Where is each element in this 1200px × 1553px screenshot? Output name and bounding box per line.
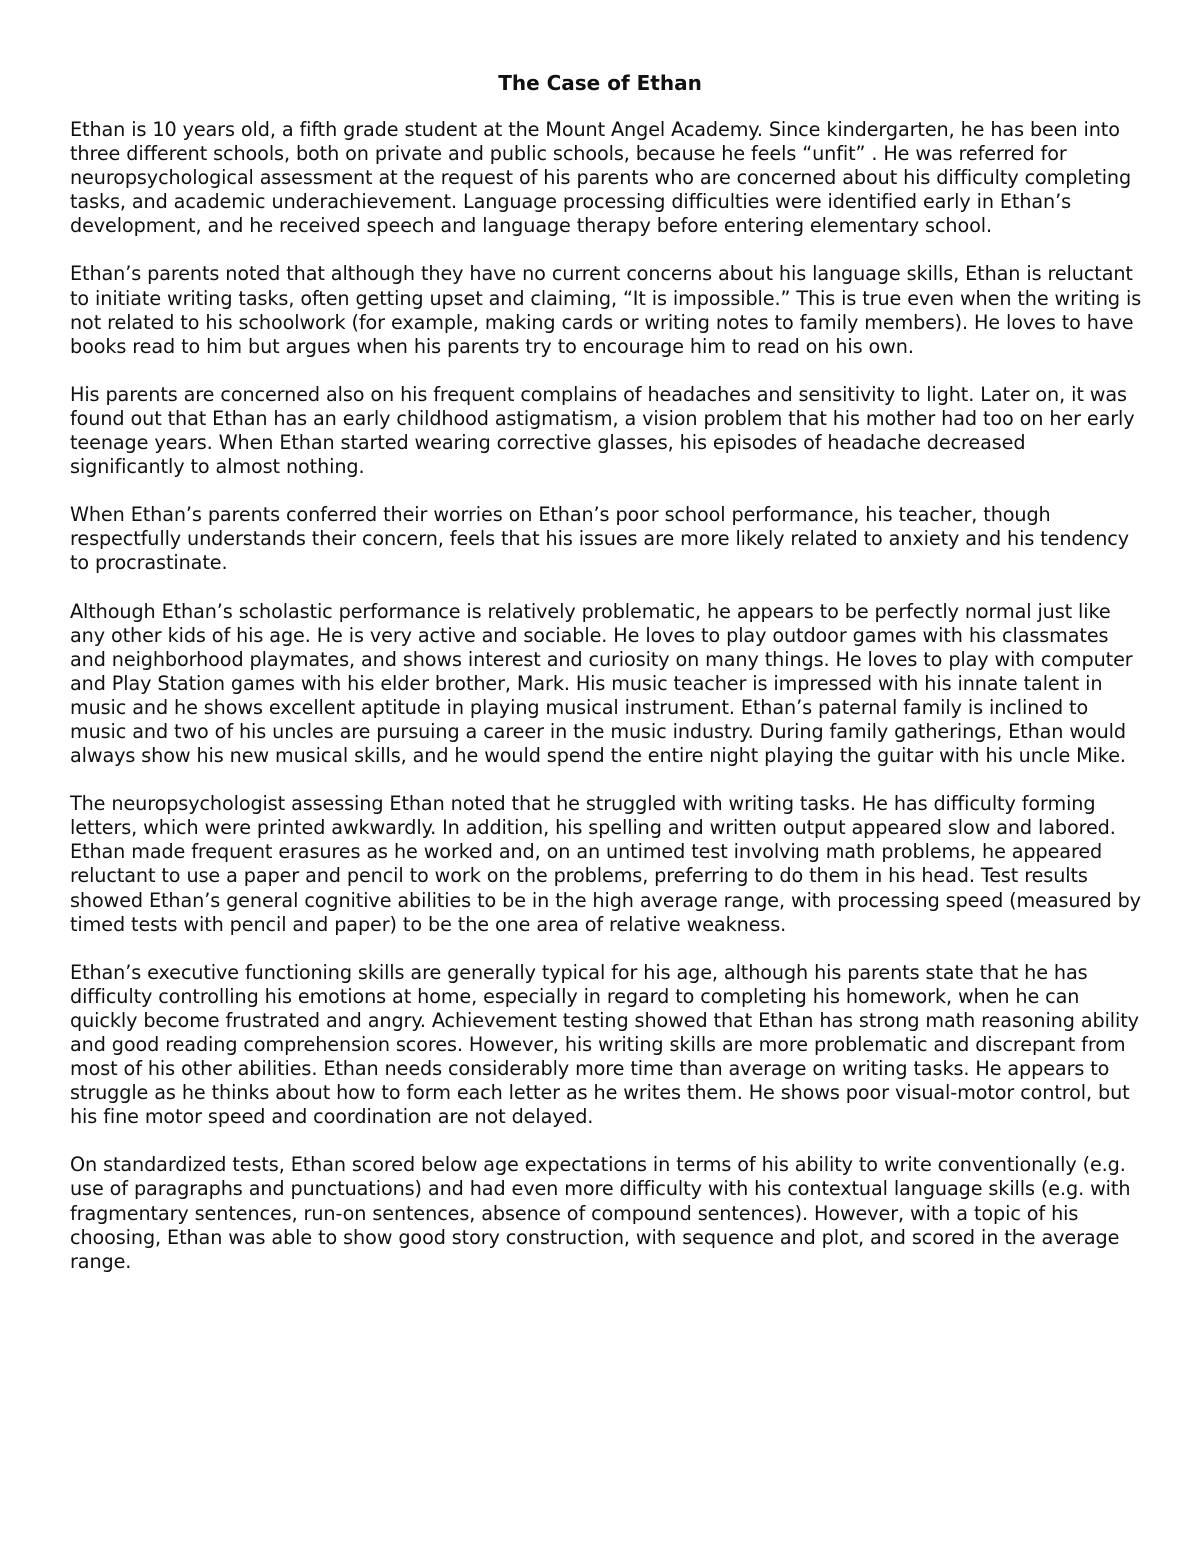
paragraph-social-music: Although Ethan’s scholastic performance is relatively problematic, he appears to be perfectly normal just like any other kids of his age. He is very active and sociable. He loves to play outdoor games with his classmates and neighborhood playmates, and shows interest and curiosity on many things. He loves to play with computer and Play Station games with his elder brother, Mark. His music teacher is impressed with his innate talent in music and he shows excellent aptitude in playing musical instrument. Ethan’s paternal family is inclined to music and two of his uncles are pursuing a career in the music industry. During family gatherings, Ethan would always show his new musical skills, and he would spend the entire night playing the guitar with his uncle Mike. <box>70 599 1133 768</box>
paragraph-standardized-tests: On standardized tests, Ethan scored below age expectations in terms of his ability to write conventionally (e.g. use of paragraphs and punctuations) and had even more difficulty with his contextual language skills (e.g. with fragmentary sentences, run-on sentences, absence of compound sentences). However, with a topic of his choosing, Ethan was able to show good story construction, with sequence and plot, and scored in the average range. <box>70 1153 1131 1273</box>
paragraph-executive-functioning: Ethan’s executive functioning skills are generally typical for his age, although his parents state that he has difficulty controlling his emotions at home, especially in regard to completing his homework, when he can quickly become frustrated and angry. Achievement testing showed that Ethan has strong math reasoning ability and good reading comprehension scores. However, his writing skills are more problematic and discrepant from most of his other abilities. Ethan needs considerably more time than average on writing tasks. He appears to struggle as he thinks about how to form each letter as he writes them. He shows poor visual-motor control, but his fine motor speed and coordination are not delayed. <box>70 960 1139 1129</box>
paragraph-headaches: His parents are concerned also on his frequent complains of headaches and sensitivity to light. Later on, it was found out that Ethan has an early childhood astigmatism, a vision problem that his mother had too on her early teenage years. When Ethan started wearing corrective glasses, his episodes of headache decreased significantly to almost nothing. <box>70 382 1135 479</box>
paragraph-teacher-view: When Ethan’s parents conferred their worries on Ethan’s poor school performance, his teacher, though respectfully understands their concern, feels that his issues are more likely related to anxiety and his tendency to procrastinate. <box>70 503 1129 575</box>
document-title: The Case of Ethan <box>498 71 702 95</box>
paragraph-assessment: The neuropsychologist assessing Ethan noted that he struggled with writing tasks. He has difficulty forming letters, which were printed awkwardly. In addition, his spelling and written output appeared slow and labored. Ethan made frequent erasures as he worked and, on an untimed test involving math problems, he appeared reluctant to use a paper and pencil to work on the problems, preferring to do them in his head. Test results showed Ethan’s general cognitive abilities to be in the high average range, with processing speed (measured by timed tests with pencil and paper) to be the one area of relative weakness. <box>70 792 1141 936</box>
paragraph-introduction: Ethan is 10 years old, a fifth grade student at the Mount Angel Academy. Since kindergarten, he has been into three different schools, both on private and public schools, because he feels “unfit” . He was referred for neuropsychological assessment at the request of his parents who are concerned about his difficulty completing tasks, and academic underachievement. Language processing difficulties were identified early in Ethan’s development, and he received speech and language therapy before entering elementary school. <box>70 118 1132 238</box>
paragraph-writing-reluctance: Ethan’s parents noted that although they have no current concerns about his language skills, Ethan is reluctant to initiate writing tasks, often getting upset and claiming, “It is impossible.” This is true even when the writing is not related to his schoolwork (for example, making cards or writing notes to family members). He loves to have books read to him but argues when his parents try to encourage him to read on his own. <box>70 262 1142 358</box>
document-body <box>70 118 1145 1298</box>
